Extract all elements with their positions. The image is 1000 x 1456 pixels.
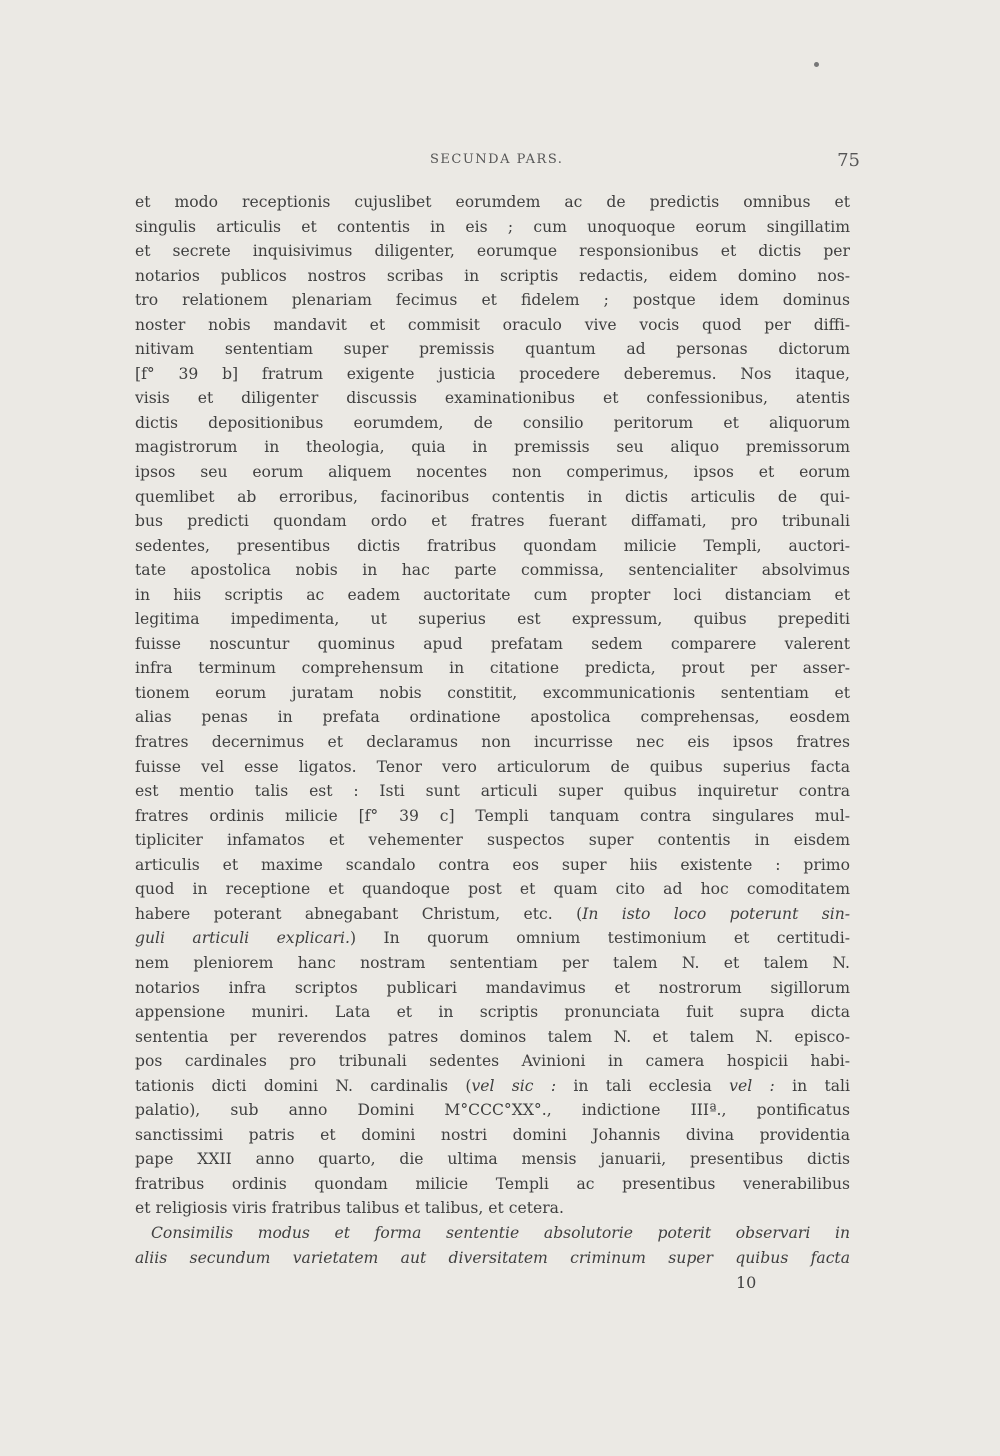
text-line: tate apostolica nobis in hac parte commissa, sentencialiter absolvimus	[135, 561, 850, 580]
text-line: bus predicti quondam ordo et fratres fuerant diffamati, pro tribunali	[135, 512, 850, 531]
text-line: singulis articulis et contentis in eis ; cum unoquoque eorum singillatim	[135, 217, 850, 236]
text-line: notarios infra scriptos publicari mandavimus et nostrorum sigillorum	[135, 978, 850, 997]
text-line: sanctissimi patris et domini nostri domini Johannis divina providentia	[135, 1125, 850, 1144]
page-number: 75	[837, 150, 860, 171]
italic-note: vel :	[729, 1076, 775, 1095]
text-line: nem pleniorem hanc nostram sententiam per talem N. et talem N.	[135, 953, 850, 972]
text-line: sedentes, presentibus dictis fratribus quondam milicie Templi, auctori-	[135, 536, 850, 555]
text-line: tionem eorum juratam nobis constitit, excommunicationis sententiam et	[135, 683, 850, 702]
italic-note: In isto loco poterunt sin-	[582, 904, 850, 923]
text-line: est mentio talis est : Isti sunt articuli super quibus inquiretur contra	[135, 782, 850, 801]
text-line: et secrete inquisivimus diligenter, eorumque responsionibus et dictis per	[135, 242, 850, 261]
text-line: fuisse vel esse ligatos. Tenor vero articulorum de quibus superius facta	[135, 757, 850, 776]
text-line: palatio), sub anno Domini M°CCC°XX°., indictione IIIª., pontificatus	[135, 1101, 850, 1120]
text-line: dictis depositionibus eorumdem, de consilio peritorum et aliquorum	[135, 413, 850, 432]
text-line-with-note: habere poterant abnegabant Christum, etc. (In isto loco poterunt sin-	[135, 904, 850, 923]
text-line: infra terminum comprehensum in citatione predicta, prout per asser-	[135, 659, 850, 678]
text-line-with-note: tationis dicti domini N. cardinalis (vel sic : in tali ecclesia vel : in tali	[135, 1076, 850, 1095]
text-line: alias penas in prefata ordinatione apostolica comprehensas, eosdem	[135, 708, 850, 727]
main-text	[135, 190, 850, 1270]
text-line: ipsos seu eorum aliquem nocentes non comperimus, ipsos et eorum	[135, 463, 850, 482]
italic-note: vel sic :	[471, 1076, 557, 1095]
text-line: visis et diligenter discussis examinationibus et confessionibus, atentis	[135, 389, 850, 408]
text-line: articulis et maxime scandalo contra eos super hiis existente : primo	[135, 855, 850, 874]
text-fragment: ) In quorum omnium testimonium et certitudi-	[350, 929, 850, 948]
text-line: tipliciter infamatos et vehementer suspectos super contentis in eisdem	[135, 831, 850, 850]
text-line: quemlibet ab erroribus, facinoribus contentis in dictis articulis de qui-	[135, 487, 850, 506]
text-line: et modo receptionis cujuslibet eorumdem ac de predictis omnibus et	[135, 193, 850, 211]
text-line: notarios publicos nostros scribas in scriptis redactis, eidem domino nos-	[135, 266, 850, 285]
text-line: tro relationem plenariam fecimus et fidelem ; postque idem dominus	[135, 291, 850, 310]
ink-speck	[814, 62, 819, 67]
text-line: fratres ordinis milicie [f° 39 c] Templi tanquam contra singulares mul-	[135, 806, 850, 825]
closing-italic-line: aliis secundum varietatem aut diversitatem criminum super quibus facta	[135, 1248, 850, 1267]
text-line: fratres decernimus et declaramus non incurrisse nec eis ipsos fratres	[135, 733, 850, 752]
closing-italic-line: Consimilis modus et forma sententie absolutorie poterit observari in	[151, 1223, 850, 1242]
text-line: [f° 39 b] fratrum exigente justicia procedere deberemus. Nos itaque,	[135, 364, 850, 383]
italic-note: guli articuli explicari.	[135, 929, 350, 948]
text-line: pape XXII anno quarto, die ultima mensis januarii, presentibus dictis	[135, 1150, 850, 1169]
text-line-with-note	[135, 926, 850, 951]
signature-mark: 10	[736, 1273, 757, 1292]
text-line: sententia per reverendos patres dominos talem N. et talem N. episco-	[135, 1027, 850, 1046]
text-line: noster nobis mandavit et commisit oraculo vive vocis quod per diffi-	[135, 315, 850, 334]
text-line: pos cardinales pro tribunali sedentes Avinioni in camera hospicii habi-	[135, 1052, 850, 1071]
text-line: et religiosis viris fratribus talibus et talibus, et cetera.	[135, 1199, 564, 1218]
text-line: fratribus ordinis quondam milicie Templi ac presentibus venerabilibus	[135, 1174, 850, 1193]
text-line: in hiis scriptis ac eadem auctoritate cum propter loci distanciam et	[135, 585, 850, 604]
page-header	[140, 150, 860, 171]
text-fragment: in tali	[792, 1076, 850, 1095]
text-fragment: tationis dicti domini N. cardinalis	[135, 1076, 449, 1095]
text-line: legitima impedimenta, ut superius est expressum, quibus prepediti	[135, 610, 850, 629]
text-fragment: habere poterant abnegabant Christum, etc.	[135, 904, 553, 923]
text-line: fuisse noscuntur quominus apud prefatam sedem comparere valerent	[135, 634, 850, 653]
running-head: SECUNDA PARS.	[430, 152, 564, 167]
text-line: quod in receptione et quandoque post et quam cito ad hoc comoditatem	[135, 880, 850, 899]
text-fragment: in tali ecclesia	[573, 1076, 712, 1095]
text-line: appensione muniri. Lata et in scriptis pronunciata fuit supra dicta	[135, 1003, 850, 1022]
text-line: nitivam sententiam super premissis quantum ad personas dictorum	[135, 340, 850, 359]
text-line: magistrorum in theologia, quia in premissis seu aliquo premissorum	[135, 438, 850, 457]
